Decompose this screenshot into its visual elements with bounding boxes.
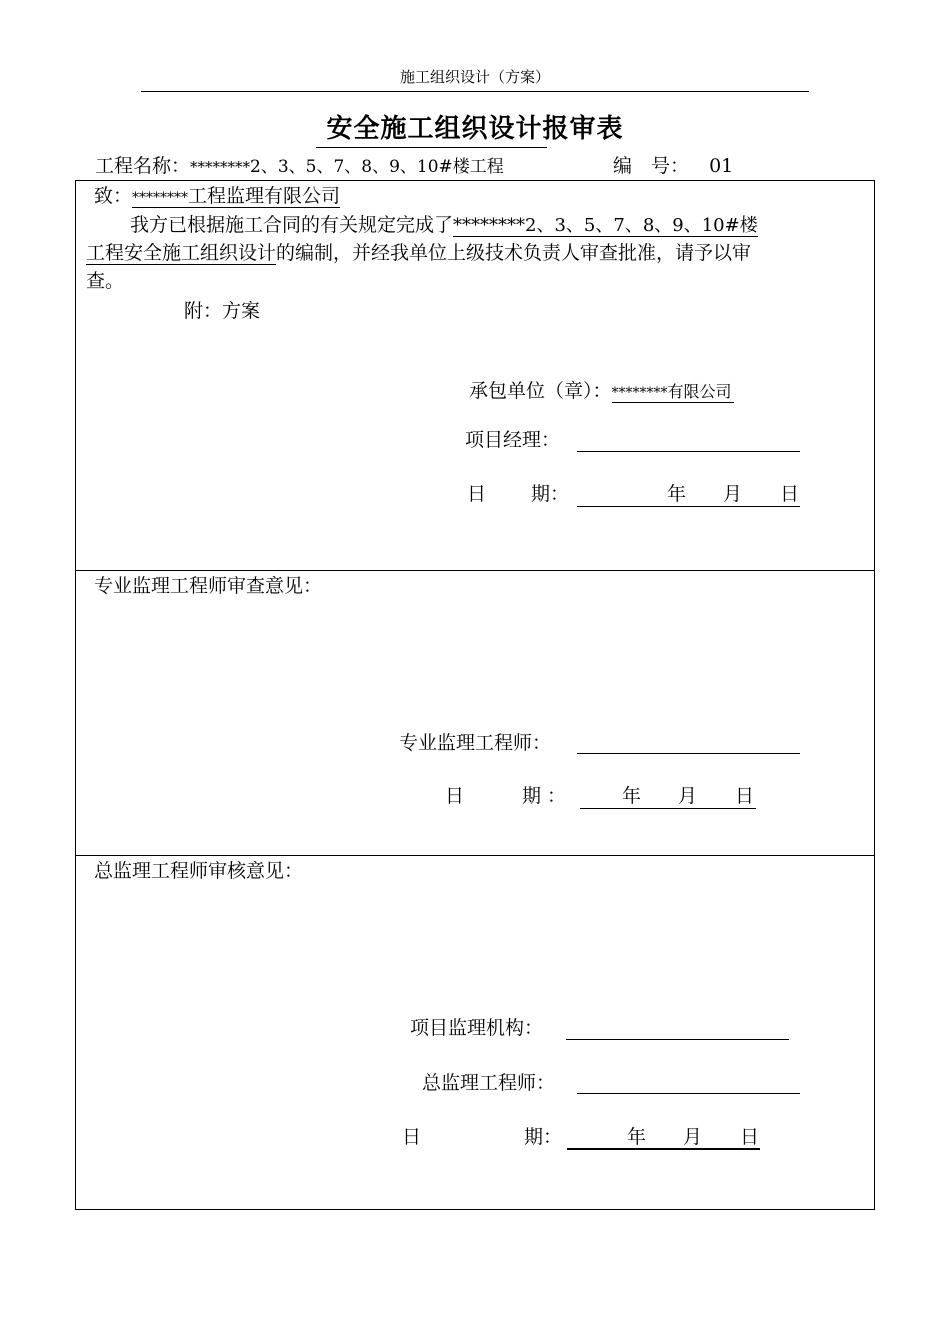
title-rule xyxy=(316,147,547,148)
number-value: 01 xyxy=(709,155,734,177)
body-line-2-doc: 工程安全施工组织设计 xyxy=(86,242,277,264)
date-month-2: 月 xyxy=(678,785,698,807)
body-line-1 xyxy=(130,210,758,237)
chief-engineer-line xyxy=(577,1093,800,1094)
specialist-engineer-label: 专业监理工程师： xyxy=(399,732,552,754)
project-name-row xyxy=(95,151,504,178)
date-label-2a: 日 xyxy=(445,785,465,807)
date-line-1 xyxy=(577,506,800,507)
section3-heading: 总监理工程师审核意见： xyxy=(94,860,304,882)
number-row xyxy=(613,151,733,178)
date-day-1: 日 xyxy=(780,483,800,505)
header-rule xyxy=(141,91,809,92)
date-month-3: 月 xyxy=(683,1126,703,1148)
date-year-1: 年 xyxy=(667,483,687,505)
contractor-label: 承包单位（章）： xyxy=(469,380,612,402)
date-day-2: 日 xyxy=(735,785,755,807)
specialist-engineer-line xyxy=(577,753,800,754)
addressee-prefix: ******** xyxy=(132,190,189,206)
supervision-org-line xyxy=(566,1039,789,1040)
running-header: 施工组织设计（方案） xyxy=(399,68,550,86)
to-label: 致： xyxy=(94,185,133,207)
body-line-1-project: ********2、3、5、7、8、9、10#楼 xyxy=(453,215,758,236)
date-line-3 xyxy=(567,1148,760,1150)
date-year-3: 年 xyxy=(627,1126,647,1148)
date-line-2 xyxy=(580,808,756,809)
body-line-1-text: 我方已根据施工合同的有关规定完成了 xyxy=(130,214,454,236)
supervision-org-label: 项目监理机构： xyxy=(410,1017,544,1039)
number-label: 编 号： xyxy=(613,155,690,177)
body-line-2-text: 的编制，并经我单位上级技术负责人审查批准，请予以审 xyxy=(276,242,752,264)
date-month-1: 月 xyxy=(723,483,743,505)
date-year-2: 年 xyxy=(622,785,642,807)
page-title: 安全施工组织设计报审表 xyxy=(326,114,624,144)
attachment-note: 附：方案 xyxy=(184,300,261,322)
section2-heading: 专业监理工程师审查意见： xyxy=(94,575,323,597)
project-name-label: 工程名称： xyxy=(95,155,191,177)
addressee-name: 工程监理有限公司 xyxy=(188,185,341,207)
date-label-2b: 期 ： xyxy=(522,785,567,807)
date-day-3: 日 xyxy=(740,1126,760,1148)
form-table xyxy=(75,180,875,1210)
date-label-3a: 日 xyxy=(402,1126,422,1148)
addressee-row xyxy=(94,181,340,208)
project-manager-line xyxy=(577,451,800,452)
date-label-3b: 期： xyxy=(524,1126,563,1148)
body-line-2 xyxy=(86,238,751,265)
date-label-1a: 日 xyxy=(467,483,487,505)
project-name-value: 2、3、5、7、8、9、10#楼工程 xyxy=(250,157,504,177)
contractor-value xyxy=(612,379,734,403)
addressee-underlined xyxy=(132,185,340,208)
date-label-1b: 期： xyxy=(531,483,570,505)
project-name-prefix: ******** xyxy=(190,158,251,176)
contractor-name: 有限公司 xyxy=(667,382,732,401)
project-manager-label: 项目经理： xyxy=(465,429,561,451)
body-line-3: 查。 xyxy=(86,270,125,292)
chief-engineer-label: 总监理工程师： xyxy=(422,1072,556,1094)
contractor-row xyxy=(469,376,734,403)
contractor-prefix: ******** xyxy=(611,385,668,401)
